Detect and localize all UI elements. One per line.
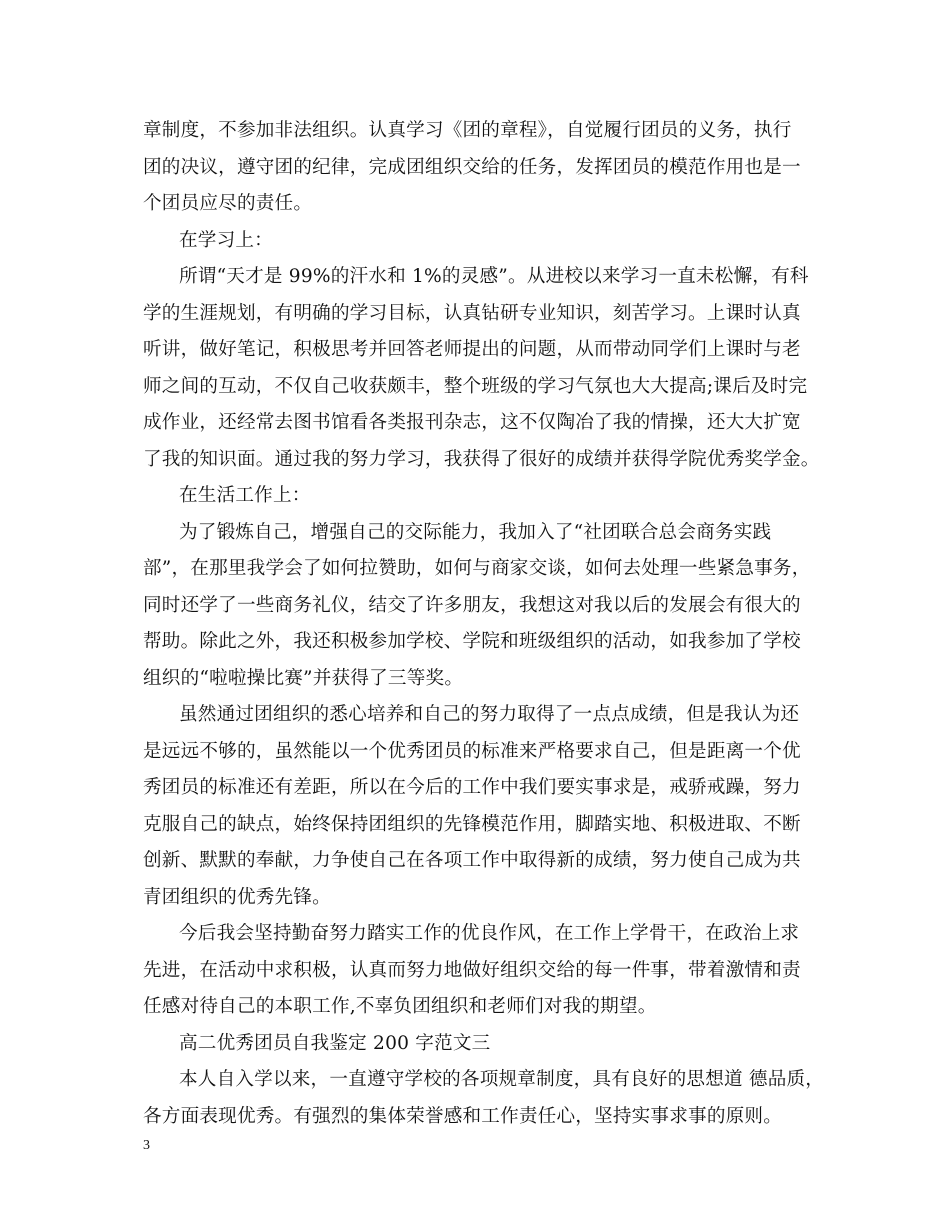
text-line: 为了锻炼自己，增强自己的交际能力，我加入了“社团联合总会商务实践 — [179, 521, 772, 543]
text-line: 创新、默默的奉献，力争使自己在各项工作中取得新的成绩，努力使自己成为共 — [143, 850, 801, 871]
text-line: 听讲，做好笔记，积极思考并回答老师提出的问题，从而带动同学们上课时与老 — [143, 339, 801, 360]
section-heading: 在生活工作上： — [179, 485, 311, 506]
text-line: 同时还学了一些商务礼仪，结交了许多朋友，我想这对我以后的发展会有很大的 — [143, 594, 801, 616]
text-line: 帮助。除此之外，我还积极参加学校、学院和班级组织的活动，如我参加了学校 — [143, 631, 801, 652]
text-line: 章制度，不参加非法组织。认真学习《团的章程》，自觉履行团员的义务，执行 — [143, 120, 792, 141]
text-line: 克服自己的缺点，始终保持团组织的先锋模范作用，脚踏实地、积极进取、不断 — [143, 813, 801, 835]
section-heading: 在学习上： — [179, 229, 273, 251]
text-line: 成作业，还经常去图书馆看各类报刊杂志，这不仅陶冶了我的情操，还大大扩宽 — [143, 412, 801, 433]
section-heading: 高二优秀团员自我鉴定 200 字范文三 — [179, 1032, 491, 1054]
text-line: 今后我会坚持勤奋努力踏实工作的优良作风，在工作上学骨干，在政治上求 — [179, 923, 800, 944]
text-line: 是远远不够的，虽然能以一个优秀团员的标准来严格要求自己，但是距离一个优 — [143, 740, 801, 762]
text-line: 师之间的互动，不仅自己收获颇丰，整个班级的学习气氛也大大提高;课后及时完 — [143, 375, 808, 397]
text-line: 虽然通过团组织的悉心培养和自己的努力取得了一点点成绩，但是我认为还 — [179, 704, 800, 725]
text-line: 组织的“啦啦操比赛”并获得了三等奖。 — [143, 667, 464, 689]
text-line: 本人自入学以来，一直遵守学校的各项规章制度，具有良好的思想道 德品质， — [179, 1069, 825, 1090]
text-line: 学的生涯规划，有明确的学习目标，认真钻研专业知识，刻苦学习。上课时认真 — [143, 302, 801, 324]
text-line: 青团组织的优秀先锋。 — [143, 886, 331, 908]
text-line: 先进，在活动中求积极，认真而努力地做好组织交给的每一件事，带着激情和责 — [143, 959, 801, 981]
text-line: 各方面表现优秀。有强烈的集体荣誉感和工作责任心，坚持实事求事的原则。 — [143, 1105, 782, 1127]
text-line: 个团员应尽的责任。 — [143, 193, 313, 214]
text-line: 任感对待自己的本职工作,不辜负团组织和老师们对我的期望。 — [143, 996, 657, 1017]
text-line: 了我的知识面。通过我的努力学习，我获得了很好的成绩并获得学院优秀奖学金。 — [143, 448, 820, 470]
text-line: 秀团员的标准还有差距，所以在今后的工作中我们要实事求是，戒骄戒躁，努力 — [143, 777, 801, 798]
text-line: 部”，在那里我学会了如何拉赞助，如何与商家交谈，如何去处理一些紧急事务， — [143, 558, 811, 579]
body-text — [143, 113, 825, 1135]
page-number: 3 — [143, 1138, 150, 1153]
text-line: 所谓“天才是 99%的汗水和 1%的灵感”。从进校以来学习一直未松懈，有科 — [179, 266, 809, 287]
text-line: 团的决议，遵守团的纪律，完成团组织交给的任务，发挥团员的模范作用也是一 — [143, 156, 801, 178]
